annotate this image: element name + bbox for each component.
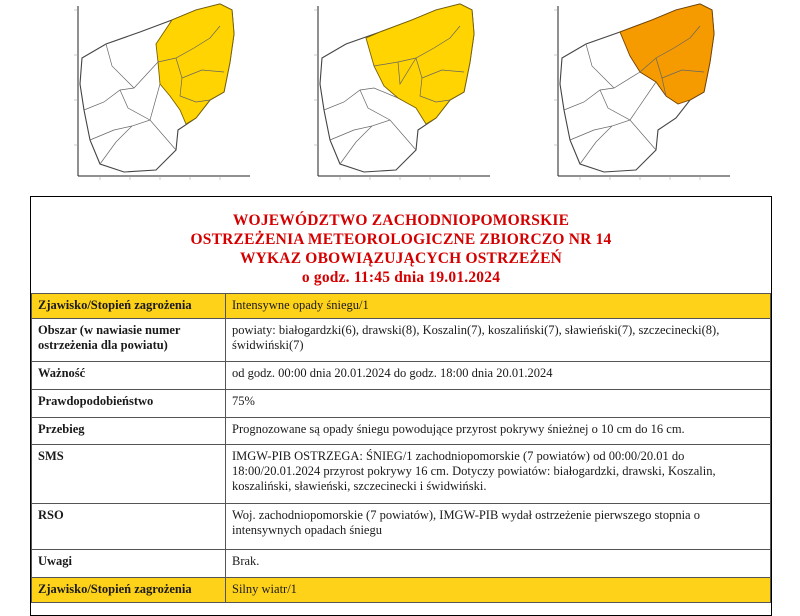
maps-strip <box>0 0 800 200</box>
table-row <box>32 294 771 319</box>
row-value: Woj. zachodniopomorskie (7 powiatów), IMGW-PIB wydał ostrzeżenie pierwszego stopnia o intensywnych opadach śniegu <box>226 504 771 550</box>
table-row <box>32 504 771 550</box>
row-value: Intensywne opady śniegu/1 <box>226 294 771 319</box>
table-row <box>32 390 771 418</box>
row-value: Brak. <box>226 550 771 578</box>
header-list-title: WYKAZ OBOWIĄZUJĄCYCH OSTRZEŻEŃ <box>239 250 563 267</box>
row-label: Uwagi <box>32 550 226 578</box>
row-value: 75% <box>226 390 771 418</box>
row-label: RSO <box>32 504 226 550</box>
warning-map-2 <box>300 0 510 200</box>
warning-map-3 <box>540 0 750 200</box>
warning-map-1 <box>60 0 270 200</box>
row-value: Prognozowane są opady śniegu powodujące przyrost pokrywy śnieżnej o 10 cm do 16 cm. <box>226 418 771 445</box>
row-label: Zjawisko/Stopień zagrożenia <box>32 578 226 603</box>
warnings-table <box>31 293 771 603</box>
header-timestamp: o godz. 11:45 dnia 19.01.2024 <box>301 269 501 286</box>
header-region: WOJEWÓDZTWO ZACHODNIOPOMORSKIE <box>232 212 570 229</box>
row-value: Silny wiatr/1 <box>226 578 771 603</box>
warnings-panel <box>30 196 772 616</box>
table-row <box>32 418 771 445</box>
row-value: powiaty: białogardzki(6), drawski(8), Koszalin(7), koszaliński(7), sławieński(7), szczecinecki(8), świdwiński(7) <box>226 319 771 362</box>
row-value: od godz. 00:00 dnia 20.01.2024 do godz. 18:00 dnia 20.01.2024 <box>226 362 771 390</box>
table-row <box>32 550 771 578</box>
row-value: IMGW-PIB OSTRZEGA: ŚNIEG/1 zachodniopomorskie (7 powiatów) od 00:00/20.01 do 18:00/20.01.2024 przyrost pokrywy 16 cm. Dotyczy powiatów: białogardzki, drawski, Koszalin, koszaliński, sławieński, szczecinecki i świdwiński. <box>226 445 771 504</box>
row-label: Obszar (w nawiasie numer ostrzeżenia dla powiatu) <box>32 319 226 362</box>
row-label: Ważność <box>32 362 226 390</box>
table-row <box>32 578 771 603</box>
header-warning-number: OSTRZEŻENIA METEOROLOGICZNE ZBIORCZO NR 14 <box>190 231 612 248</box>
panel-header <box>31 197 771 293</box>
table-row <box>32 362 771 390</box>
table-row <box>32 445 771 504</box>
table-row <box>32 319 771 362</box>
row-label: Przebieg <box>32 418 226 445</box>
row-label: Zjawisko/Stopień zagrożenia <box>32 294 226 319</box>
row-label: Prawdopodobieństwo <box>32 390 226 418</box>
row-label: SMS <box>32 445 226 504</box>
